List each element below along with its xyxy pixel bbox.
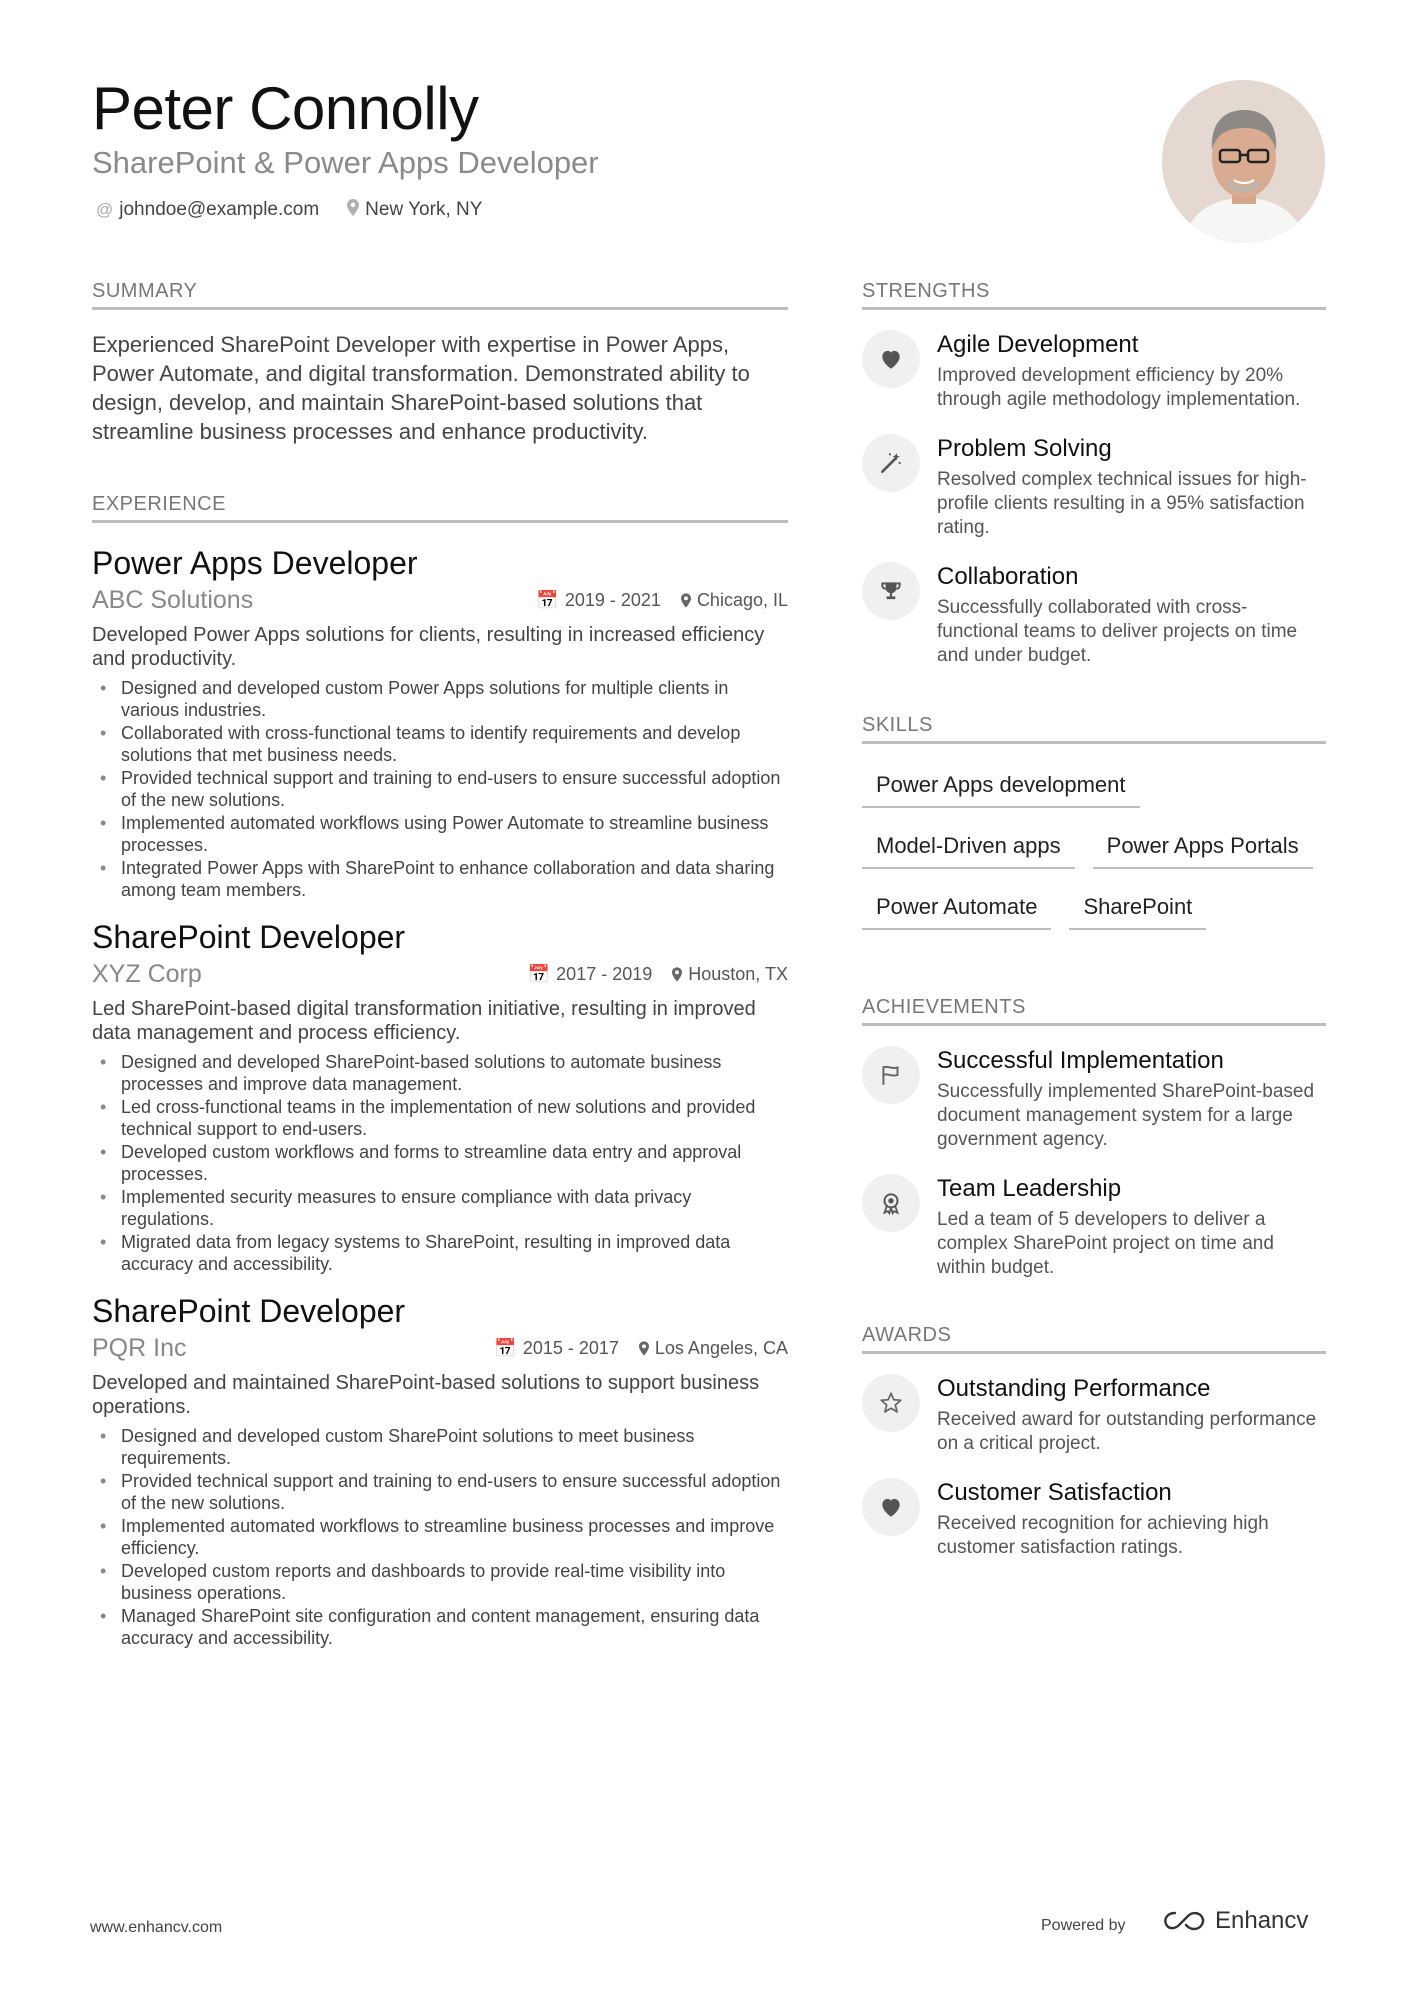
dates-text: 2019 - 2021: [564, 590, 661, 610]
enhancv-logo[interactable]: [1161, 1907, 1308, 1935]
company-name: XYZ Corp: [92, 960, 202, 988]
skill-tag: SharePoint: [1069, 890, 1206, 930]
bullet-item: • Implemented security measures to ensure compliance with data privacy regulations.: [92, 1186, 788, 1230]
achievement-item: [862, 1174, 1326, 1280]
avatar-portrait: [1162, 80, 1325, 243]
calendar-icon: 📅: [527, 964, 551, 984]
bullet-item: • Migrated data from legacy systems to SharePoint, resulting in improved data accuracy and accessibility.: [92, 1231, 788, 1275]
right-column: [862, 280, 1326, 1560]
award-body: [937, 1374, 1326, 1456]
location-pin-icon: [681, 593, 691, 608]
job-location: [681, 590, 788, 611]
left-column: [92, 280, 788, 1650]
job-meta-row: [92, 960, 788, 989]
candidate-name: Peter Connolly: [92, 75, 479, 142]
brand-name: Enhancv: [1215, 1907, 1309, 1934]
job-description: Led SharePoint-based digital transformation initiative, resulting in improved data management and process efficiency.: [92, 998, 756, 1044]
job-bullets: [92, 1425, 788, 1649]
skills-list: [862, 768, 1326, 930]
candidate-role: SharePoint & Power Apps Developer: [92, 145, 599, 180]
achievement-body: [937, 1174, 1326, 1280]
job-dates: [494, 1338, 619, 1359]
strength-title: Collaboration: [937, 563, 1079, 590]
achievement-item: [862, 1046, 1326, 1152]
medal-icon: [862, 1174, 920, 1232]
bullet-item: • Designed and developed SharePoint-based solutions to automate business processes and improve data management.: [92, 1051, 788, 1095]
awards-section: [862, 1324, 1326, 1560]
strength-item: [862, 562, 1326, 668]
contact-row: [96, 199, 482, 221]
company-name: PQR Inc: [92, 1334, 187, 1362]
flag-icon: [862, 1046, 920, 1104]
company-name: ABC Solutions: [92, 586, 254, 614]
experience-section: [92, 493, 788, 1649]
at-icon: @: [96, 200, 114, 219]
location-text: New York, NY: [365, 199, 483, 220]
achievements-heading: ACHIEVEMENTS: [862, 996, 1326, 1026]
bullet-item: • Developed custom reports and dashboards to provide real-time visibility into business operations.: [92, 1560, 788, 1604]
heart-icon: [862, 330, 920, 388]
award-desc: Received recognition for achieving high customer satisfaction ratings.: [937, 1513, 1269, 1558]
job-location: [639, 1338, 788, 1359]
strengths-heading: STRENGTHS: [862, 280, 1326, 310]
job-title: SharePoint Developer: [92, 919, 406, 955]
strength-desc: Improved development efficiency by 20% through agile methodology implementation.: [937, 365, 1301, 410]
location-pin-icon: [347, 199, 359, 221]
achievement-desc: Led a team of 5 developers to deliver a complex SharePoint project on time and within budget.: [937, 1209, 1274, 1278]
achievement-desc: Successfully implemented SharePoint-based document management system for a large government agency.: [937, 1081, 1315, 1150]
avatar: [1162, 80, 1325, 243]
award-title: Outstanding Performance: [937, 1375, 1211, 1402]
location-text: Los Angeles, CA: [654, 1338, 788, 1358]
skill-tag: Power Automate: [862, 890, 1051, 930]
job-meta-row: [92, 586, 788, 615]
job-bullets: [92, 677, 788, 901]
award-desc: Received award for outstanding performance on a critical project.: [937, 1409, 1317, 1454]
skill-tag: Model-Driven apps: [862, 829, 1075, 869]
experience-entry: [92, 919, 788, 1275]
strength-body: [937, 330, 1326, 412]
achievement-body: [937, 1046, 1326, 1152]
job-bullets: [92, 1051, 788, 1275]
calendar-icon: 📅: [536, 590, 559, 610]
job-description: Developed and maintained SharePoint-based solutions to support business operations.: [92, 1372, 760, 1418]
location-pin-icon: [639, 1341, 649, 1356]
skill-tag: Power Apps Portals: [1093, 829, 1313, 869]
award-title: Customer Satisfaction: [937, 1479, 1172, 1506]
award-body: [937, 1478, 1326, 1560]
bullet-item: • Designed and developed custom Power Apps solutions for multiple clients in various industries.: [92, 677, 788, 721]
achievements-section: [862, 996, 1326, 1280]
skills-section: [862, 714, 1326, 930]
email-contact[interactable]: [96, 199, 319, 221]
experience-entry: [92, 1293, 788, 1649]
awards-heading: AWARDS: [862, 1324, 1326, 1354]
job-title: Power Apps Developer: [92, 545, 418, 581]
strength-desc: Successfully collaborated with cross-functional teams to deliver projects on time and under budget.: [937, 597, 1298, 666]
bullet-item: • Led cross-functional teams in the implementation of new solutions and provided technical support to end-users.: [92, 1096, 788, 1140]
job-title: SharePoint Developer: [92, 1293, 406, 1329]
bullet-item: • Integrated Power Apps with SharePoint to enhance collaboration and data sharing among team members.: [92, 857, 788, 901]
location-text: Houston, TX: [688, 964, 788, 984]
footer-url[interactable]: www.enhancv.com: [90, 1919, 223, 1936]
email-text: johndoe@example.com: [119, 199, 320, 220]
location-text: Chicago, IL: [696, 590, 788, 610]
strength-title: Problem Solving: [937, 435, 1112, 462]
job-dates: [528, 964, 653, 985]
job-meta: [528, 964, 788, 985]
summary-text: Experienced SharePoint Developer with expertise in Power Apps, Power Automate, and digital transformation. Demonstrated ability to design, develop, and maintain SharePoint-based solutions that streamline business processes and enhance productivity.: [92, 332, 750, 444]
dates-text: 2017 - 2019: [556, 964, 653, 984]
job-meta: [494, 1338, 788, 1359]
location-contact: [347, 199, 482, 221]
job-description: Developed Power Apps solutions for clients, resulting in increased efficiency and productivity.: [92, 624, 765, 670]
bullet-item: • Provided technical support and training to end-users to ensure successful adoption of the new solutions.: [92, 1470, 788, 1514]
calendar-icon: 📅: [494, 1338, 517, 1358]
strength-body: [937, 434, 1326, 540]
strength-body: [937, 562, 1326, 668]
job-location: [672, 964, 788, 985]
job-dates: [536, 590, 661, 611]
dates-text: 2015 - 2017: [522, 1338, 619, 1358]
job-meta-row: [92, 1334, 788, 1363]
strength-item: [862, 434, 1326, 540]
summary-section: [92, 280, 788, 446]
bullet-item: • Collaborated with cross-functional teams to identify requirements and develop solutions that met business needs.: [92, 722, 788, 766]
experience-entry: [92, 545, 788, 901]
magic-wand-icon: [862, 434, 920, 492]
achievement-title: Successful Implementation: [937, 1047, 1224, 1074]
strength-desc: Resolved complex technical issues for high-profile clients resulting in a 95% satisfaction rating.: [937, 469, 1307, 538]
strength-item: [862, 330, 1326, 412]
bullet-item: • Developed custom workflows and forms to streamline data entry and approval processes.: [92, 1141, 788, 1185]
bullet-item: • Implemented automated workflows using Power Automate to streamline business processes.: [92, 812, 788, 856]
skill-tag: Power Apps development: [862, 768, 1140, 808]
strengths-section: [862, 280, 1326, 668]
achievement-title: Team Leadership: [937, 1175, 1122, 1202]
skills-heading: SKILLS: [862, 714, 1326, 744]
powered-by-label: Powered by: [1041, 1917, 1126, 1934]
bullet-item: • Managed SharePoint site configuration and content management, ensuring data accuracy and accessibility.: [92, 1605, 788, 1649]
star-icon: [862, 1374, 920, 1432]
bullet-item: • Implemented automated workflows to streamline business processes and improve efficiency.: [92, 1515, 788, 1559]
bullet-item: • Provided technical support and training to end-users to ensure successful adoption of the new solutions.: [92, 767, 788, 811]
summary-heading: SUMMARY: [92, 280, 788, 310]
heart-icon: [862, 1478, 920, 1536]
trophy-icon: [862, 562, 920, 620]
enhancv-logo-icon: [1161, 1909, 1207, 1933]
strength-title: Agile Development: [937, 331, 1139, 358]
award-item: [862, 1478, 1326, 1560]
award-item: [862, 1374, 1326, 1456]
job-meta: [536, 590, 788, 611]
location-pin-icon: [672, 967, 682, 982]
experience-heading: EXPERIENCE: [92, 493, 788, 523]
bullet-item: • Designed and developed custom SharePoint solutions to meet business requirements.: [92, 1425, 788, 1469]
